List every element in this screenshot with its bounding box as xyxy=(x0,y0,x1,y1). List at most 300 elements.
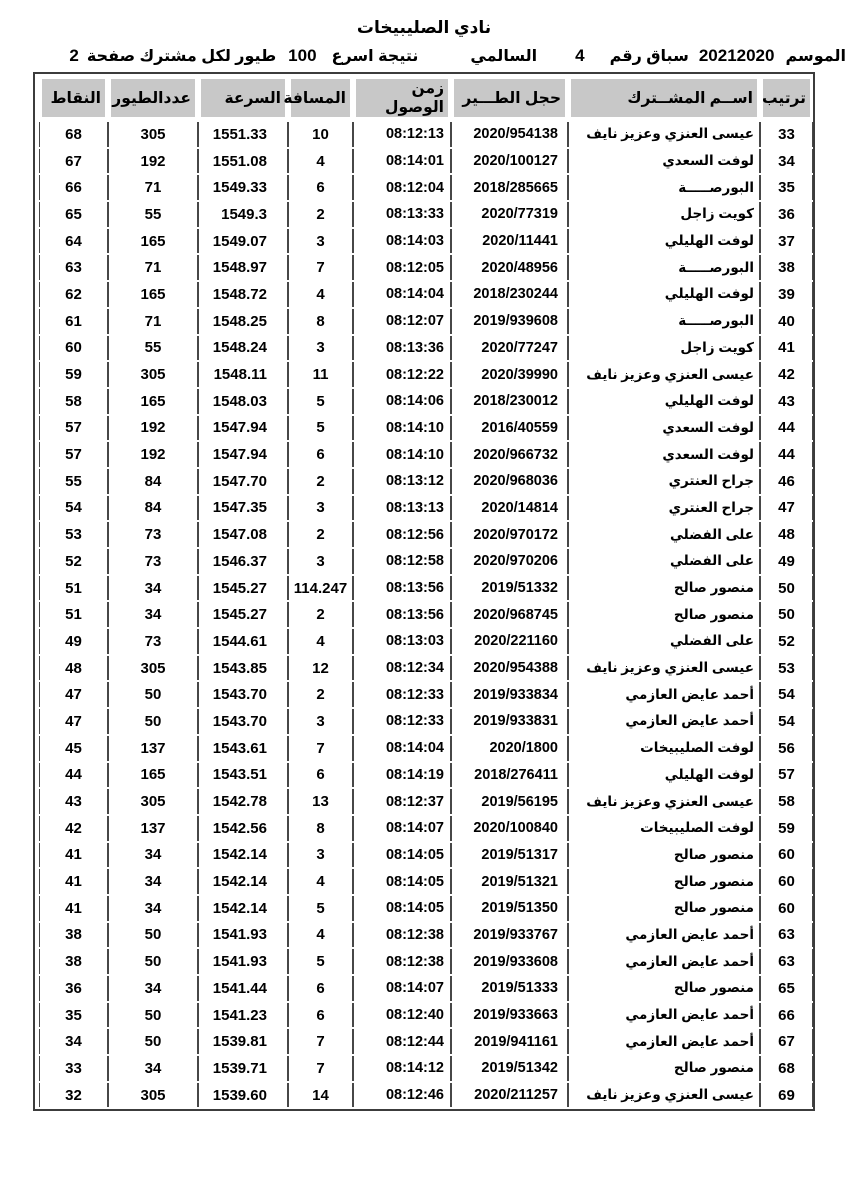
distance-cell: 8 xyxy=(288,309,353,334)
speed-cell: 1548.03 xyxy=(198,389,288,414)
ring-cell: 2020/211257 xyxy=(451,1083,568,1108)
rank-cell: 60 xyxy=(760,869,813,894)
rank-cell: 44 xyxy=(760,416,813,441)
time-cell: 08:12:46 xyxy=(353,1083,451,1108)
points-cell: 47 xyxy=(39,682,108,707)
name-cell: البورصـــــة xyxy=(568,309,760,334)
distance-cell: 6 xyxy=(288,175,353,200)
birds-cell: 305 xyxy=(108,1083,198,1108)
rank-cell: 56 xyxy=(760,736,813,761)
distance-cell: 11 xyxy=(288,362,353,387)
birds-cell: 137 xyxy=(108,816,198,841)
points-cell: 64 xyxy=(39,229,108,254)
ring-cell: 2018/230012 xyxy=(451,389,568,414)
table-row xyxy=(39,416,813,441)
ring-cell: 2020/966732 xyxy=(451,442,568,467)
birds-cell: 165 xyxy=(108,229,198,254)
table-row xyxy=(39,816,813,841)
time-cell: 08:12:38 xyxy=(353,949,451,974)
table-row xyxy=(39,122,813,147)
name-cell: على الفضلي xyxy=(568,522,760,547)
ring-cell: 2020/968036 xyxy=(451,469,568,494)
season-label: الموسم xyxy=(785,48,846,65)
speed-cell: 1551.33 xyxy=(198,122,288,147)
points-cell: 52 xyxy=(39,549,108,574)
ring-cell: 2016/40559 xyxy=(451,416,568,441)
ring-cell: 2018/230244 xyxy=(451,282,568,307)
distance-cell: 3 xyxy=(288,843,353,868)
rank-cell: 33 xyxy=(760,122,813,147)
table-row xyxy=(39,602,813,627)
speed-cell: 1549.3 xyxy=(198,202,288,227)
birds-cell: 34 xyxy=(108,976,198,1001)
distance-cell: 6 xyxy=(288,763,353,788)
race-location: السالمي xyxy=(470,48,538,65)
speed-cell: 1542.14 xyxy=(198,869,288,894)
distance-cell: 3 xyxy=(288,336,353,361)
ring-cell: 2019/51342 xyxy=(451,1056,568,1081)
name-cell: أحمد عايض العازمي xyxy=(568,949,760,974)
table-row xyxy=(39,336,813,361)
speed-cell: 1551.08 xyxy=(198,149,288,174)
distance-cell: 5 xyxy=(288,389,353,414)
table-row xyxy=(39,442,813,467)
ring-cell: 2019/51333 xyxy=(451,976,568,1001)
birds-cell: 50 xyxy=(108,949,198,974)
distance-cell: 4 xyxy=(288,923,353,948)
speed-cell: 1539.81 xyxy=(198,1029,288,1054)
rank-cell: 37 xyxy=(760,229,813,254)
points-cell: 47 xyxy=(39,709,108,734)
birds-cell: 34 xyxy=(108,843,198,868)
rank-cell: 46 xyxy=(760,469,813,494)
points-cell: 44 xyxy=(39,763,108,788)
ring-cell: 2020/970172 xyxy=(451,522,568,547)
table-row xyxy=(39,175,813,200)
distance-cell: 8 xyxy=(288,816,353,841)
birds-cell: 305 xyxy=(108,122,198,147)
rank-cell: 34 xyxy=(760,149,813,174)
rank-cell: 36 xyxy=(760,202,813,227)
speed-cell: 1547.70 xyxy=(198,469,288,494)
rank-cell: 68 xyxy=(760,1056,813,1081)
birds-cell: 192 xyxy=(108,442,198,467)
distance-cell: 4 xyxy=(288,149,353,174)
rank-cell: 54 xyxy=(760,682,813,707)
rank-cell: 42 xyxy=(760,362,813,387)
birds-cell: 50 xyxy=(108,1029,198,1054)
time-cell: 08:12:22 xyxy=(353,362,451,387)
season-value: 20212020 xyxy=(698,46,775,65)
distance-cell: 3 xyxy=(288,549,353,574)
rank-cell: 39 xyxy=(760,282,813,307)
time-cell: 08:12:58 xyxy=(353,549,451,574)
ring-cell: 2019/939608 xyxy=(451,309,568,334)
table-row xyxy=(39,1056,813,1081)
birds-cell: 50 xyxy=(108,682,198,707)
name-cell: على الفضلي xyxy=(568,549,760,574)
points-cell: 41 xyxy=(39,869,108,894)
table-row xyxy=(39,1083,813,1108)
points-cell: 38 xyxy=(39,949,108,974)
birds-cell: 73 xyxy=(108,549,198,574)
points-cell: 42 xyxy=(39,816,108,841)
points-cell: 43 xyxy=(39,789,108,814)
name-cell: لوفت الهليلي xyxy=(568,282,760,307)
speed-cell: 1547.94 xyxy=(198,416,288,441)
birds-cell: 84 xyxy=(108,496,198,521)
ring-cell: 2018/276411 xyxy=(451,763,568,788)
speed-cell: 1548.97 xyxy=(198,255,288,280)
page-number: 2 xyxy=(69,46,79,65)
table-row xyxy=(39,869,813,894)
rank-cell: 67 xyxy=(760,1029,813,1054)
points-cell: 35 xyxy=(39,1003,108,1028)
table-row xyxy=(39,1029,813,1054)
ring-cell: 2019/933831 xyxy=(451,709,568,734)
time-cell: 08:12:33 xyxy=(353,682,451,707)
name-cell: البورصـــــة xyxy=(568,255,760,280)
time-cell: 08:14:07 xyxy=(353,976,451,1001)
table-row xyxy=(39,896,813,921)
time-cell: 08:13:36 xyxy=(353,336,451,361)
birds-cell: 34 xyxy=(108,869,198,894)
ring-cell: 2019/51317 xyxy=(451,843,568,868)
birds-cell: 34 xyxy=(108,896,198,921)
time-cell: 08:13:56 xyxy=(353,576,451,601)
name-cell: منصور صالح xyxy=(568,1056,760,1081)
table-row xyxy=(39,522,813,547)
name-cell: أحمد عايض العازمي xyxy=(568,709,760,734)
points-cell: 67 xyxy=(39,149,108,174)
distance-cell: 4 xyxy=(288,629,353,654)
ring-cell: 2019/933767 xyxy=(451,923,568,948)
name-cell: منصور صالح xyxy=(568,896,760,921)
time-cell: 08:12:04 xyxy=(353,175,451,200)
ring-cell: 2020/39990 xyxy=(451,362,568,387)
ring-cell: 2020/221160 xyxy=(451,629,568,654)
time-cell: 08:14:01 xyxy=(353,149,451,174)
rank-cell: 66 xyxy=(760,1003,813,1028)
points-cell: 33 xyxy=(39,1056,108,1081)
name-cell: منصور صالح xyxy=(568,976,760,1001)
name-cell: عيسى العنزي وعزيز نايف xyxy=(568,122,760,147)
birds-cell: 84 xyxy=(108,469,198,494)
birds-cell: 71 xyxy=(108,175,198,200)
birds-cell: 34 xyxy=(108,602,198,627)
birds-cell: 55 xyxy=(108,202,198,227)
ring-cell: 2020/11441 xyxy=(451,229,568,254)
speed-cell: 1543.70 xyxy=(198,682,288,707)
name-cell: أحمد عايض العازمي xyxy=(568,1003,760,1028)
speed-cell: 1542.78 xyxy=(198,789,288,814)
points-cell: 57 xyxy=(39,416,108,441)
birds-cell: 192 xyxy=(108,149,198,174)
table-row xyxy=(39,789,813,814)
table-row xyxy=(39,709,813,734)
name-cell: لوفت السعدي xyxy=(568,149,760,174)
header-ring: حجل الطـــير xyxy=(451,76,568,120)
header-time: زمن الوصول xyxy=(353,76,451,120)
time-cell: 08:13:12 xyxy=(353,469,451,494)
speed-cell: 1547.08 xyxy=(198,522,288,547)
speed-cell: 1539.71 xyxy=(198,1056,288,1081)
speed-cell: 1543.61 xyxy=(198,736,288,761)
ring-cell: 2019/941161 xyxy=(451,1029,568,1054)
time-cell: 08:12:56 xyxy=(353,522,451,547)
birds-cell: 50 xyxy=(108,1003,198,1028)
race-number: 4 xyxy=(575,46,585,65)
table-row xyxy=(39,629,813,654)
birds-cell: 34 xyxy=(108,1056,198,1081)
birds-cell: 165 xyxy=(108,282,198,307)
speed-cell: 1549.33 xyxy=(198,175,288,200)
time-cell: 08:12:05 xyxy=(353,255,451,280)
points-cell: 32 xyxy=(39,1083,108,1108)
points-cell: 65 xyxy=(39,202,108,227)
rank-cell: 54 xyxy=(760,709,813,734)
results-table xyxy=(33,72,815,1111)
header-speed: السرعة xyxy=(198,76,288,120)
time-cell: 08:14:07 xyxy=(353,816,451,841)
name-cell: على الفضلي xyxy=(568,629,760,654)
points-cell: 63 xyxy=(39,255,108,280)
table-row xyxy=(39,389,813,414)
table-row xyxy=(39,549,813,574)
time-cell: 08:14:10 xyxy=(353,442,451,467)
distance-cell: 3 xyxy=(288,496,353,521)
table-row xyxy=(39,736,813,761)
rank-cell: 65 xyxy=(760,976,813,1001)
table-row xyxy=(39,1003,813,1028)
name-cell: لوفت الصليبيخات xyxy=(568,816,760,841)
ring-cell: 2019/51350 xyxy=(451,896,568,921)
speed-cell: 1549.07 xyxy=(198,229,288,254)
table-row xyxy=(39,469,813,494)
rank-cell: 50 xyxy=(760,576,813,601)
distance-cell: 14 xyxy=(288,1083,353,1108)
rank-cell: 38 xyxy=(760,255,813,280)
birds-cell: 50 xyxy=(108,709,198,734)
time-cell: 08:12:44 xyxy=(353,1029,451,1054)
ring-cell: 2020/968745 xyxy=(451,602,568,627)
distance-cell: 13 xyxy=(288,789,353,814)
distance-cell: 3 xyxy=(288,229,353,254)
name-cell: عيسى العنزي وعزيز نايف xyxy=(568,789,760,814)
results-table-grid xyxy=(39,74,813,1109)
ring-cell: 2020/954138 xyxy=(451,122,568,147)
table-row xyxy=(39,576,813,601)
points-cell: 62 xyxy=(39,282,108,307)
rank-cell: 43 xyxy=(760,389,813,414)
table-row xyxy=(39,282,813,307)
name-cell: منصور صالح xyxy=(568,843,760,868)
table-row xyxy=(39,976,813,1001)
ring-cell: 2020/954388 xyxy=(451,656,568,681)
rank-cell: 69 xyxy=(760,1083,813,1108)
name-cell: أحمد عايض العازمي xyxy=(568,923,760,948)
name-cell: لوفت السعدي xyxy=(568,442,760,467)
table-header xyxy=(39,76,813,120)
distance-cell: 12 xyxy=(288,656,353,681)
speed-cell: 1542.14 xyxy=(198,843,288,868)
time-cell: 08:14:05 xyxy=(353,843,451,868)
name-cell: عيسى العنزي وعزيز نايف xyxy=(568,1083,760,1108)
distance-cell: 2 xyxy=(288,469,353,494)
distance-cell: 4 xyxy=(288,869,353,894)
name-cell: جراح العنتري xyxy=(568,496,760,521)
name-cell: منصور صالح xyxy=(568,576,760,601)
rank-cell: 50 xyxy=(760,602,813,627)
table-row xyxy=(39,362,813,387)
time-cell: 08:12:13 xyxy=(353,122,451,147)
name-cell: لوفت السعدي xyxy=(568,416,760,441)
rank-cell: 59 xyxy=(760,816,813,841)
distance-cell: 6 xyxy=(288,442,353,467)
points-cell: 41 xyxy=(39,896,108,921)
points-cell: 34 xyxy=(39,1029,108,1054)
points-cell: 38 xyxy=(39,923,108,948)
distance-cell: 10 xyxy=(288,122,353,147)
info-line xyxy=(0,38,848,66)
name-cell: منصور صالح xyxy=(568,602,760,627)
rank-cell: 63 xyxy=(760,923,813,948)
name-cell: عيسى العنزي وعزيز نايف xyxy=(568,362,760,387)
distance-cell: 2 xyxy=(288,202,353,227)
header-rank: ترتيب xyxy=(760,76,813,120)
speed-cell: 1542.56 xyxy=(198,816,288,841)
speed-cell: 1544.61 xyxy=(198,629,288,654)
ring-cell: 2018/285665 xyxy=(451,175,568,200)
name-cell: لوفت الهليلي xyxy=(568,389,760,414)
points-cell: 60 xyxy=(39,336,108,361)
points-cell: 54 xyxy=(39,496,108,521)
points-cell: 66 xyxy=(39,175,108,200)
speed-cell: 1543.85 xyxy=(198,656,288,681)
distance-cell: 2 xyxy=(288,682,353,707)
ring-cell: 2019/51332 xyxy=(451,576,568,601)
header-distance: المسافة xyxy=(288,76,353,120)
rank-cell: 58 xyxy=(760,789,813,814)
speed-cell: 1547.35 xyxy=(198,496,288,521)
time-cell: 08:14:05 xyxy=(353,869,451,894)
rank-cell: 40 xyxy=(760,309,813,334)
result-count: 100 xyxy=(288,46,317,65)
rank-cell: 49 xyxy=(760,549,813,574)
ring-cell: 2019/56195 xyxy=(451,789,568,814)
table-row xyxy=(39,682,813,707)
points-cell: 57 xyxy=(39,442,108,467)
distance-cell: 4 xyxy=(288,282,353,307)
time-cell: 08:13:03 xyxy=(353,629,451,654)
distance-cell: 2 xyxy=(288,602,353,627)
distance-cell: 5 xyxy=(288,949,353,974)
ring-cell: 2020/970206 xyxy=(451,549,568,574)
speed-cell: 1541.23 xyxy=(198,1003,288,1028)
speed-cell: 1541.93 xyxy=(198,949,288,974)
table-row xyxy=(39,949,813,974)
time-cell: 08:14:03 xyxy=(353,229,451,254)
rank-cell: 57 xyxy=(760,763,813,788)
table-row xyxy=(39,496,813,521)
speed-cell: 1547.94 xyxy=(198,442,288,467)
time-cell: 08:14:04 xyxy=(353,736,451,761)
name-cell: البورصـــــة xyxy=(568,175,760,200)
table-row xyxy=(39,202,813,227)
result-suffix: طيور لكل مشترك صفحة xyxy=(86,48,277,65)
rank-cell: 53 xyxy=(760,656,813,681)
speed-cell: 1546.37 xyxy=(198,549,288,574)
points-cell: 61 xyxy=(39,309,108,334)
rank-cell: 60 xyxy=(760,896,813,921)
birds-cell: 73 xyxy=(108,629,198,654)
speed-cell: 1548.72 xyxy=(198,282,288,307)
distance-cell: 7 xyxy=(288,255,353,280)
table-row xyxy=(39,656,813,681)
speed-cell: 1542.14 xyxy=(198,896,288,921)
distance-cell: 5 xyxy=(288,896,353,921)
points-cell: 68 xyxy=(39,122,108,147)
points-cell: 49 xyxy=(39,629,108,654)
time-cell: 08:12:07 xyxy=(353,309,451,334)
table-row xyxy=(39,923,813,948)
header-points: النقاط xyxy=(39,76,108,120)
speed-cell: 1543.70 xyxy=(198,709,288,734)
name-cell: منصور صالح xyxy=(568,869,760,894)
rank-cell: 41 xyxy=(760,336,813,361)
speed-cell: 1545.27 xyxy=(198,602,288,627)
distance-cell: 5 xyxy=(288,416,353,441)
speed-cell: 1541.44 xyxy=(198,976,288,1001)
rank-cell: 47 xyxy=(760,496,813,521)
time-cell: 08:14:19 xyxy=(353,763,451,788)
ring-cell: 2019/933608 xyxy=(451,949,568,974)
distance-cell: 7 xyxy=(288,1029,353,1054)
speed-cell: 1545.27 xyxy=(198,576,288,601)
time-cell: 08:14:04 xyxy=(353,282,451,307)
points-cell: 59 xyxy=(39,362,108,387)
ring-cell: 2019/51321 xyxy=(451,869,568,894)
name-cell: أحمد عايض العازمي xyxy=(568,682,760,707)
table-row xyxy=(39,843,813,868)
birds-cell: 34 xyxy=(108,576,198,601)
name-cell: لوفت الصليبيخات xyxy=(568,736,760,761)
table-row xyxy=(39,255,813,280)
time-cell: 08:12:34 xyxy=(353,656,451,681)
ring-cell: 2019/933663 xyxy=(451,1003,568,1028)
name-cell: أحمد عايض العازمي xyxy=(568,1029,760,1054)
birds-cell: 192 xyxy=(108,416,198,441)
table-row xyxy=(39,309,813,334)
table-row xyxy=(39,763,813,788)
birds-cell: 165 xyxy=(108,389,198,414)
ring-cell: 2020/77319 xyxy=(451,202,568,227)
ring-cell: 2020/100127 xyxy=(451,149,568,174)
header-birds: عددالطيور xyxy=(108,76,198,120)
birds-cell: 50 xyxy=(108,923,198,948)
birds-cell: 305 xyxy=(108,656,198,681)
table-row xyxy=(39,149,813,174)
birds-cell: 137 xyxy=(108,736,198,761)
speed-cell: 1548.11 xyxy=(198,362,288,387)
result-label: نتيجة اسرع xyxy=(331,48,419,65)
speed-cell: 1548.24 xyxy=(198,336,288,361)
time-cell: 08:14:10 xyxy=(353,416,451,441)
distance-cell: 7 xyxy=(288,1056,353,1081)
birds-cell: 305 xyxy=(108,789,198,814)
time-cell: 08:12:40 xyxy=(353,1003,451,1028)
time-cell: 08:14:05 xyxy=(353,896,451,921)
